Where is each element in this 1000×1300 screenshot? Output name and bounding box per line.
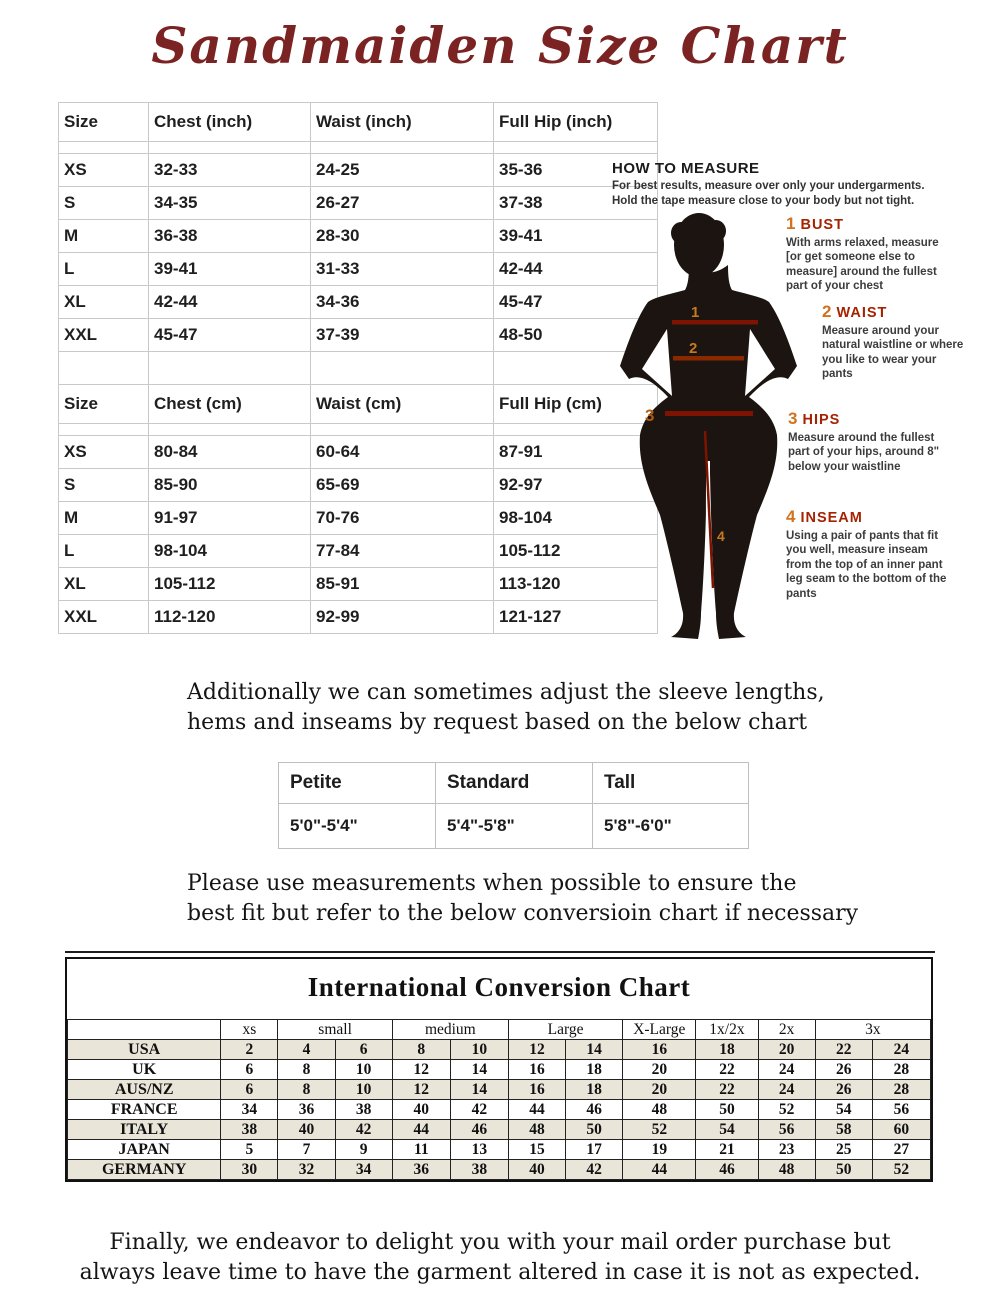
conversion-row xyxy=(68,1100,931,1120)
size-value: 23 xyxy=(758,1140,815,1160)
country-label: ITALY xyxy=(68,1120,221,1140)
size-value: 54 xyxy=(696,1120,758,1140)
measure-step-hips xyxy=(788,409,953,474)
table-row xyxy=(59,568,658,601)
size-col-header: Size xyxy=(59,385,149,424)
waist-value: 70-76 xyxy=(311,502,494,535)
size-value: 12 xyxy=(392,1080,450,1100)
waist-col-header: Waist (inch) xyxy=(311,103,494,142)
size-value: 2 xyxy=(221,1040,278,1060)
step-name: BUST xyxy=(800,217,844,233)
chest-value: 105-112 xyxy=(149,568,311,601)
figure-label-4: 4 xyxy=(717,528,725,544)
table-cell xyxy=(311,424,494,436)
size-label: S xyxy=(59,469,149,502)
table-row xyxy=(59,154,658,187)
hip-value: 37-38 xyxy=(494,187,658,220)
step-text: With arms relaxed, measure [or get someone else to measure] around the fullest part of your chest xyxy=(786,237,939,293)
size-value: 8 xyxy=(278,1060,335,1080)
measure-step-bust xyxy=(786,214,948,294)
waist-value: 92-99 xyxy=(311,601,494,634)
female-silhouette-icon xyxy=(615,205,815,645)
table-row xyxy=(59,187,658,220)
size-value: 25 xyxy=(815,1140,872,1160)
waist-value: 28-30 xyxy=(311,220,494,253)
size-value: 46 xyxy=(566,1100,623,1120)
table-cell xyxy=(59,142,149,154)
size-value: 40 xyxy=(392,1100,450,1120)
size-value: 10 xyxy=(335,1060,392,1080)
size-value: 12 xyxy=(392,1060,450,1080)
size-value: 16 xyxy=(508,1060,565,1080)
height-range-value: 5'8"-6'0" xyxy=(593,804,749,849)
chest-value: 80-84 xyxy=(149,436,311,469)
country-label: JAPAN xyxy=(68,1140,221,1160)
table-cell xyxy=(494,142,658,154)
table-cell xyxy=(311,352,494,385)
figure-label-2: 2 xyxy=(689,340,698,357)
figure-label-1: 1 xyxy=(691,304,700,321)
table-row xyxy=(59,286,658,319)
conversion-row xyxy=(68,1120,931,1140)
paragraph-line: always leave time to have the garment altered in case it is not as expected. xyxy=(79,1260,921,1286)
size-value: 11 xyxy=(392,1140,450,1160)
size-label: M xyxy=(59,220,149,253)
size-value: 21 xyxy=(696,1140,758,1160)
table-row xyxy=(59,352,658,385)
figure-label-3: 3 xyxy=(645,406,655,425)
size-value: 14 xyxy=(450,1080,508,1100)
step-text: Using a pair of pants that fit you well, measure inseam from the top of an inner pant leg seam to the bottom of the pants xyxy=(786,530,947,600)
chest-value: 32-33 xyxy=(149,154,311,187)
size-value: 32 xyxy=(278,1160,335,1180)
hips-line xyxy=(665,411,753,416)
waist-line xyxy=(673,356,744,361)
country-label: GERMANY xyxy=(68,1160,221,1180)
conversion-row xyxy=(68,1040,931,1060)
size-value: 58 xyxy=(815,1120,872,1140)
hip-value: 87-91 xyxy=(494,436,658,469)
size-value: 28 xyxy=(872,1080,930,1100)
size-label: S xyxy=(59,187,149,220)
final-paragraph xyxy=(0,1228,1000,1289)
size-group-header: xs xyxy=(221,1020,278,1040)
size-group-header: small xyxy=(278,1020,392,1040)
paragraph-line: Additionally we can sometimes adjust the sleeve lengths, xyxy=(187,680,825,705)
size-value: 36 xyxy=(392,1160,450,1180)
size-value: 40 xyxy=(508,1160,565,1180)
size-value: 28 xyxy=(872,1060,930,1080)
step-name: HIPS xyxy=(802,412,841,428)
size-value: 44 xyxy=(508,1100,565,1120)
table-row xyxy=(59,502,658,535)
table-row xyxy=(59,385,658,424)
blank-header-cell xyxy=(68,1020,221,1040)
size-value: 24 xyxy=(758,1080,815,1100)
size-value: 36 xyxy=(278,1100,335,1120)
height-col-petite: Petite xyxy=(279,763,436,804)
size-label: XS xyxy=(59,154,149,187)
size-group-header: 2x xyxy=(758,1020,815,1040)
hip-col-header: Full Hip (cm) xyxy=(494,385,658,424)
size-value: 20 xyxy=(623,1060,696,1080)
size-group-header: medium xyxy=(392,1020,508,1040)
chest-value: 34-35 xyxy=(149,187,311,220)
size-value: 48 xyxy=(508,1120,565,1140)
measure-step-inseam xyxy=(786,507,956,601)
waist-value: 65-69 xyxy=(311,469,494,502)
size-value: 10 xyxy=(450,1040,508,1060)
size-value: 17 xyxy=(566,1140,623,1160)
size-value: 7 xyxy=(278,1140,335,1160)
table-row xyxy=(279,763,749,804)
table-row xyxy=(59,319,658,352)
size-value: 14 xyxy=(450,1060,508,1080)
size-value: 48 xyxy=(758,1160,815,1180)
size-label: XS xyxy=(59,436,149,469)
table-row xyxy=(59,253,658,286)
conversion-row xyxy=(68,1160,931,1180)
hip-col-header: Full Hip (inch) xyxy=(494,103,658,142)
size-label: M xyxy=(59,502,149,535)
size-value: 24 xyxy=(758,1060,815,1080)
hip-value: 35-36 xyxy=(494,154,658,187)
waist-value: 37-39 xyxy=(311,319,494,352)
waist-col-header: Waist (cm) xyxy=(311,385,494,424)
size-group-header: X-Large xyxy=(623,1020,696,1040)
chest-value: 98-104 xyxy=(149,535,311,568)
table-cell xyxy=(311,142,494,154)
table-cell xyxy=(149,142,311,154)
step-number: 2 xyxy=(822,302,832,321)
hip-value: 39-41 xyxy=(494,220,658,253)
step-number: 3 xyxy=(788,409,798,428)
size-value: 9 xyxy=(335,1140,392,1160)
conversion-row xyxy=(68,1080,931,1100)
size-value: 16 xyxy=(623,1040,696,1060)
hip-value: 45-47 xyxy=(494,286,658,319)
waist-value: 24-25 xyxy=(311,154,494,187)
step-number: 4 xyxy=(786,507,796,526)
size-value: 6 xyxy=(221,1060,278,1080)
paragraph-line: best fit but refer to the below conversioin chart if necessary xyxy=(187,901,859,927)
conversion-row xyxy=(68,1060,931,1080)
size-value: 18 xyxy=(566,1060,623,1080)
size-value: 38 xyxy=(221,1120,278,1140)
measurement-figure xyxy=(615,205,815,645)
size-value: 34 xyxy=(335,1160,392,1180)
size-value: 46 xyxy=(696,1160,758,1180)
size-value: 22 xyxy=(696,1060,758,1080)
conversion-header-row xyxy=(68,1020,931,1040)
size-value: 10 xyxy=(335,1080,392,1100)
bust-line xyxy=(672,320,758,325)
table-row xyxy=(59,469,658,502)
size-label: L xyxy=(59,535,149,568)
height-range-table xyxy=(278,762,749,849)
chest-value: 85-90 xyxy=(149,469,311,502)
size-value: 18 xyxy=(696,1040,758,1060)
country-label: FRANCE xyxy=(68,1100,221,1120)
table-row xyxy=(59,220,658,253)
chest-value: 39-41 xyxy=(149,253,311,286)
conversion-chart-table xyxy=(67,1019,931,1180)
hip-value: 42-44 xyxy=(494,253,658,286)
size-label: XXL xyxy=(59,601,149,634)
size-value: 50 xyxy=(696,1100,758,1120)
hip-value: 98-104 xyxy=(494,502,658,535)
table-row xyxy=(59,103,658,142)
size-value: 56 xyxy=(758,1120,815,1140)
table-cell xyxy=(59,352,149,385)
table-row xyxy=(59,535,658,568)
size-label: XL xyxy=(59,286,149,319)
size-value: 54 xyxy=(815,1100,872,1120)
page-title: Sandmaiden Size Chart xyxy=(151,16,849,75)
size-value: 14 xyxy=(566,1040,623,1060)
waist-value: 85-91 xyxy=(311,568,494,601)
waist-value: 60-64 xyxy=(311,436,494,469)
table-row xyxy=(59,424,658,436)
waist-value: 26-27 xyxy=(311,187,494,220)
height-range-value: 5'0"-5'4" xyxy=(279,804,436,849)
waist-value: 34-36 xyxy=(311,286,494,319)
table-cell xyxy=(149,424,311,436)
size-value: 16 xyxy=(508,1080,565,1100)
table-cell xyxy=(59,424,149,436)
measurements-paragraph xyxy=(187,869,858,930)
size-value: 8 xyxy=(392,1040,450,1060)
divider-line xyxy=(65,951,935,953)
chest-value: 36-38 xyxy=(149,220,311,253)
size-value: 42 xyxy=(566,1160,623,1180)
size-value: 22 xyxy=(815,1040,872,1060)
size-label: XL xyxy=(59,568,149,601)
size-value: 44 xyxy=(623,1160,696,1180)
size-value: 30 xyxy=(221,1160,278,1180)
size-value: 26 xyxy=(815,1080,872,1100)
size-value: 19 xyxy=(623,1140,696,1160)
step-name: INSEAM xyxy=(800,510,863,526)
hip-value: 121-127 xyxy=(494,601,658,634)
size-value: 6 xyxy=(221,1080,278,1100)
size-value: 42 xyxy=(335,1120,392,1140)
sizes-table xyxy=(58,102,658,634)
hip-value: 113-120 xyxy=(494,568,658,601)
step-name: WAIST xyxy=(836,305,888,321)
paragraph-line: Please use measurements when possible to ensure the xyxy=(187,871,797,896)
size-col-header: Size xyxy=(59,103,149,142)
paragraph-line: hems and inseams by request based on the below chart xyxy=(187,710,808,736)
waist-value: 31-33 xyxy=(311,253,494,286)
size-value: 6 xyxy=(335,1040,392,1060)
chest-value: 45-47 xyxy=(149,319,311,352)
size-value: 34 xyxy=(221,1100,278,1120)
table-row xyxy=(59,601,658,634)
size-value: 13 xyxy=(450,1140,508,1160)
size-value: 8 xyxy=(278,1080,335,1100)
country-label: UK xyxy=(68,1060,221,1080)
step-text: Measure around your natural waistline or where you like to wear your pants xyxy=(822,325,964,381)
size-value: 20 xyxy=(623,1080,696,1100)
size-value: 27 xyxy=(872,1140,930,1160)
conversion-chart-title: International Conversion Chart xyxy=(307,972,691,1002)
size-value: 15 xyxy=(508,1140,565,1160)
size-value: 60 xyxy=(872,1120,930,1140)
size-label: L xyxy=(59,253,149,286)
size-value: 46 xyxy=(450,1120,508,1140)
size-group-header: 1x/2x xyxy=(696,1020,758,1040)
size-value: 44 xyxy=(392,1120,450,1140)
size-value: 50 xyxy=(815,1160,872,1180)
size-value: 52 xyxy=(623,1120,696,1140)
size-value: 12 xyxy=(508,1040,565,1060)
chest-value: 112-120 xyxy=(149,601,311,634)
table-row xyxy=(279,804,749,849)
paragraph-line: Finally, we endeavor to delight you with your mail order purchase but xyxy=(109,1230,891,1255)
size-value: 52 xyxy=(872,1160,930,1180)
size-value: 4 xyxy=(278,1040,335,1060)
how-to-measure-title: HOW TO MEASURE xyxy=(612,160,760,177)
size-group-header: Large xyxy=(508,1020,622,1040)
chest-col-header: Chest (cm) xyxy=(149,385,311,424)
country-label: AUS/NZ xyxy=(68,1080,221,1100)
size-value: 40 xyxy=(278,1120,335,1140)
size-value: 38 xyxy=(335,1100,392,1120)
measure-step-waist xyxy=(822,302,970,382)
chest-value: 42-44 xyxy=(149,286,311,319)
size-value: 18 xyxy=(566,1080,623,1100)
size-value: 38 xyxy=(450,1160,508,1180)
size-value: 52 xyxy=(758,1100,815,1120)
step-text: Measure around the fullest part of your hips, around 8" below your waistline xyxy=(788,432,940,473)
step-number: 1 xyxy=(786,214,796,233)
table-row xyxy=(59,436,658,469)
hip-value: 105-112 xyxy=(494,535,658,568)
size-value: 20 xyxy=(758,1040,815,1060)
country-label: USA xyxy=(68,1040,221,1060)
conversion-chart-box xyxy=(65,957,933,1182)
size-value: 22 xyxy=(696,1080,758,1100)
intro-line-2: Hold the tape measure close to your body but not tight. xyxy=(612,194,915,207)
waist-value: 77-84 xyxy=(311,535,494,568)
chest-col-header: Chest (inch) xyxy=(149,103,311,142)
size-label: XXL xyxy=(59,319,149,352)
intro-line-1: For best results, measure over only your undergarments. xyxy=(612,180,925,192)
conversion-row xyxy=(68,1140,931,1160)
height-range-value: 5'4"-5'8" xyxy=(436,804,593,849)
size-value: 56 xyxy=(872,1100,930,1120)
size-value: 5 xyxy=(221,1140,278,1160)
adjustment-paragraph xyxy=(187,678,825,739)
chest-value: 91-97 xyxy=(149,502,311,535)
table-row xyxy=(59,142,658,154)
size-group-header: 3x xyxy=(815,1020,930,1040)
height-col-standard: Standard xyxy=(436,763,593,804)
hip-value: 48-50 xyxy=(494,319,658,352)
size-value: 24 xyxy=(872,1040,930,1060)
size-value: 50 xyxy=(566,1120,623,1140)
table-cell xyxy=(149,352,311,385)
height-col-tall: Tall xyxy=(593,763,749,804)
hip-value: 92-97 xyxy=(494,469,658,502)
size-value: 48 xyxy=(623,1100,696,1120)
size-value: 42 xyxy=(450,1100,508,1120)
size-value: 26 xyxy=(815,1060,872,1080)
